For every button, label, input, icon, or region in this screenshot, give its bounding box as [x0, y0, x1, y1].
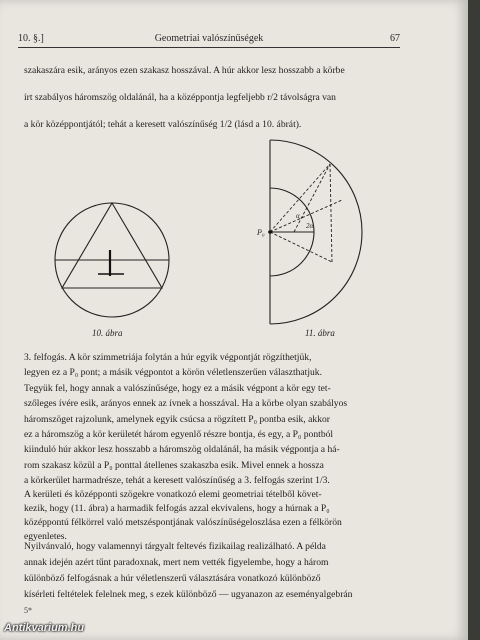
text-line: kísérleti feltételek felelnek meg, s ezek különböző — ugyanazon az eseményalgebrán [24, 589, 353, 600]
figure-10-diagram [52, 200, 172, 320]
section-marker: 10. §.] [18, 33, 44, 44]
text-line: egyenletes. [24, 531, 67, 542]
text-line: A kerületi és középponti szögekre vonatkozó elemi geometriai tételből követ- [24, 489, 322, 500]
text-line: középpontú félkörrel való metszéspontjának valószínűségeloszlása ezen a félkörön [24, 517, 342, 528]
text-line: annak idején azért tűnt paradoxnak, mert nem vették figyelembe, hogy a három [24, 557, 329, 568]
text-line: 3. felfogás. A kör szimmetriája folytán a húr egyik végpontját rögzíthetjük, [24, 352, 312, 363]
header-title: Geometriai valószínűségek [154, 33, 264, 44]
paragraph-3 [24, 488, 402, 544]
text-line: szőleges ívére esik, arányos ennek az ívnek a hosszával. Ha a körbe olyan szabályos [24, 398, 348, 410]
chord-line [270, 164, 330, 232]
text-line: háromszöget rajzolunk, amelynek egyik csúcsa a rögzített P₀ pontba esik, akkor [24, 413, 330, 425]
paragraph-2 [24, 350, 402, 489]
chord-line [270, 232, 332, 262]
label-alpha: α [296, 212, 300, 220]
header-rule [18, 47, 400, 48]
watermark: Antikvarium.hu [4, 622, 85, 634]
text-line: rom szakasz közül a P₀ ponttal átellenes szakaszba esik. Mivel ennek a hossza [24, 459, 324, 471]
text-line: kiinduló húr akkor lesz hosszabb a háromszög oldalánál, ha másik végpontja a há- [24, 444, 340, 456]
label-p0: P₀ [257, 228, 265, 237]
text-line: legyen ez a P₀ pont; a másik végpontot a körön véletlenszerűen választhatjuk. [24, 367, 322, 379]
text-line: kezik, hogy (11. ábra) a harmadik felfogás azzal ekvivalens, hogy a húrnak a P₀ [24, 503, 330, 514]
page-number: 67 [390, 33, 400, 44]
label-2alpha: 2α [306, 222, 314, 230]
text-line: Nyilvánvaló, hogy valamennyi tárgyalt feltevés fizikailag realizálható. A példa [24, 541, 326, 552]
text-line: különböző felfogásnak a húr véletlenszerű választására vonatkozó különböző [24, 573, 321, 584]
text-line: szakaszára esik, arányos ezen szakasz hosszával. A húr akkor lesz hosszabb a körbe [24, 65, 345, 76]
center-point [268, 230, 272, 234]
figure-11-caption: 11. ábra [305, 328, 335, 338]
text-line: ez a háromszög a kör kerületét három egyenlő részre bontja, és egy, a P₀ pontból [24, 428, 334, 440]
chord-line [330, 164, 332, 262]
inscribed-triangle [62, 203, 162, 288]
text-line: a körkerület harmadrésze, tehát a keresett valószínűség a 3. felfogás szerint 1/3. [24, 475, 330, 487]
figure-11-diagram [256, 136, 366, 328]
paragraph-4 [24, 540, 402, 604]
text-line: írt szabályos háromszög oldalánál, ha a középpontja legfeljebb r/2 távolságra van [24, 92, 336, 103]
text-line: Tegyük fel, hogy annak a valószínűsége, hogy ez a másik végpont a kör egy tet- [24, 382, 331, 394]
paragraph-1 [24, 57, 402, 138]
figure-10-caption: 10. ábra [92, 328, 123, 338]
signature-mark: 5* [24, 606, 32, 615]
text-line: a kör középpontjától; tehát a keresett valószínűség 1/2 (lásd a 10. ábrát). [24, 119, 302, 130]
